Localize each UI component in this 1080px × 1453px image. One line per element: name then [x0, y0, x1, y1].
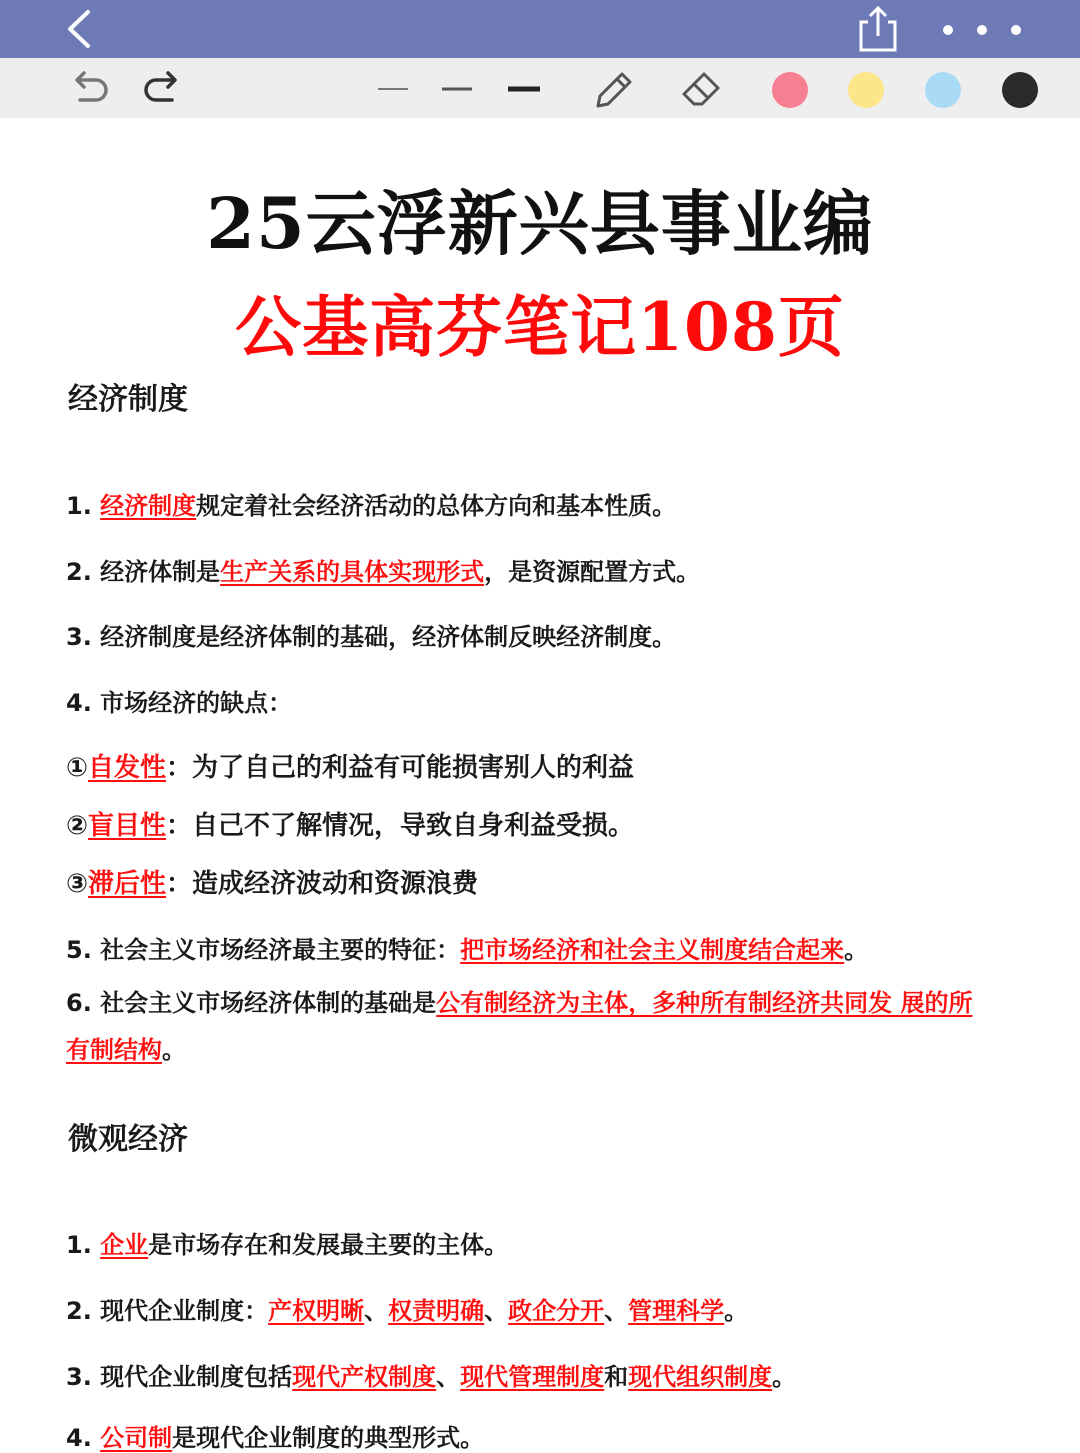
eraser-icon[interactable]	[678, 66, 724, 112]
note-line: 1. 经济制度规定着社会经济活动的总体方向和基本性质。	[66, 492, 677, 520]
page-title: 25云浮新兴县事业编	[206, 182, 874, 265]
yellow-color-swatch[interactable]	[848, 72, 884, 108]
note-line: ③滞后性：造成经济波动和资源浪费	[66, 869, 479, 899]
note-line: 1. 企业是市场存在和发展最主要的主体。	[66, 1231, 509, 1259]
pencil-icon[interactable]	[590, 66, 636, 112]
section-heading-microeconomics: 微观经济	[68, 1122, 188, 1157]
note-line: 3. 现代企业制度包括现代产权制度、现代管理制度和现代组织制度。	[66, 1363, 797, 1391]
page-subtitle: 公基高芬笔记108页	[235, 288, 845, 366]
redo-icon[interactable]	[142, 66, 186, 112]
share-icon[interactable]	[856, 4, 900, 54]
note-line: 4. 市场经济的缺点：	[66, 689, 293, 717]
note-line: ①自发性：为了自己的利益有可能损害别人的利益	[66, 753, 635, 783]
note-line: 2. 经济体制是生产关系的具体实现形式，是资源配置方式。	[66, 558, 701, 586]
back-arrow-icon[interactable]	[58, 8, 100, 50]
stroke-thin-icon[interactable]	[376, 66, 410, 112]
note-line: 5. 社会主义市场经济最主要的特征：把市场经济和社会主义制度结合起来。	[66, 936, 869, 964]
undo-icon[interactable]	[66, 66, 110, 112]
note-line: 6. 社会主义市场经济体制的基础是公有制经济为主体，多种所有制经济共同发 展的所	[66, 989, 973, 1017]
note-line: 2. 现代企业制度：产权明晰、权责明确、政企分开、管理科学。	[66, 1297, 749, 1325]
note-line: 有制结构。	[66, 1036, 186, 1064]
more-options-icon[interactable]	[938, 22, 1026, 38]
note-line: 3. 经济制度是经济体制的基础，经济体制反映经济制度。	[66, 623, 677, 651]
section-heading-economic-system: 经济制度	[68, 382, 188, 417]
stroke-medium-icon[interactable]	[440, 66, 474, 112]
note-line: 4. 公司制是现代企业制度的典型形式。	[66, 1424, 485, 1452]
top-nav-bar	[0, 0, 1080, 58]
stroke-thick-icon[interactable]	[506, 66, 542, 112]
black-color-swatch[interactable]	[1002, 72, 1038, 108]
note-line: ②盲目性：自己不了解情况，导致自身利益受损。	[66, 811, 635, 841]
pink-color-swatch[interactable]	[772, 72, 808, 108]
blue-color-swatch[interactable]	[925, 72, 961, 108]
